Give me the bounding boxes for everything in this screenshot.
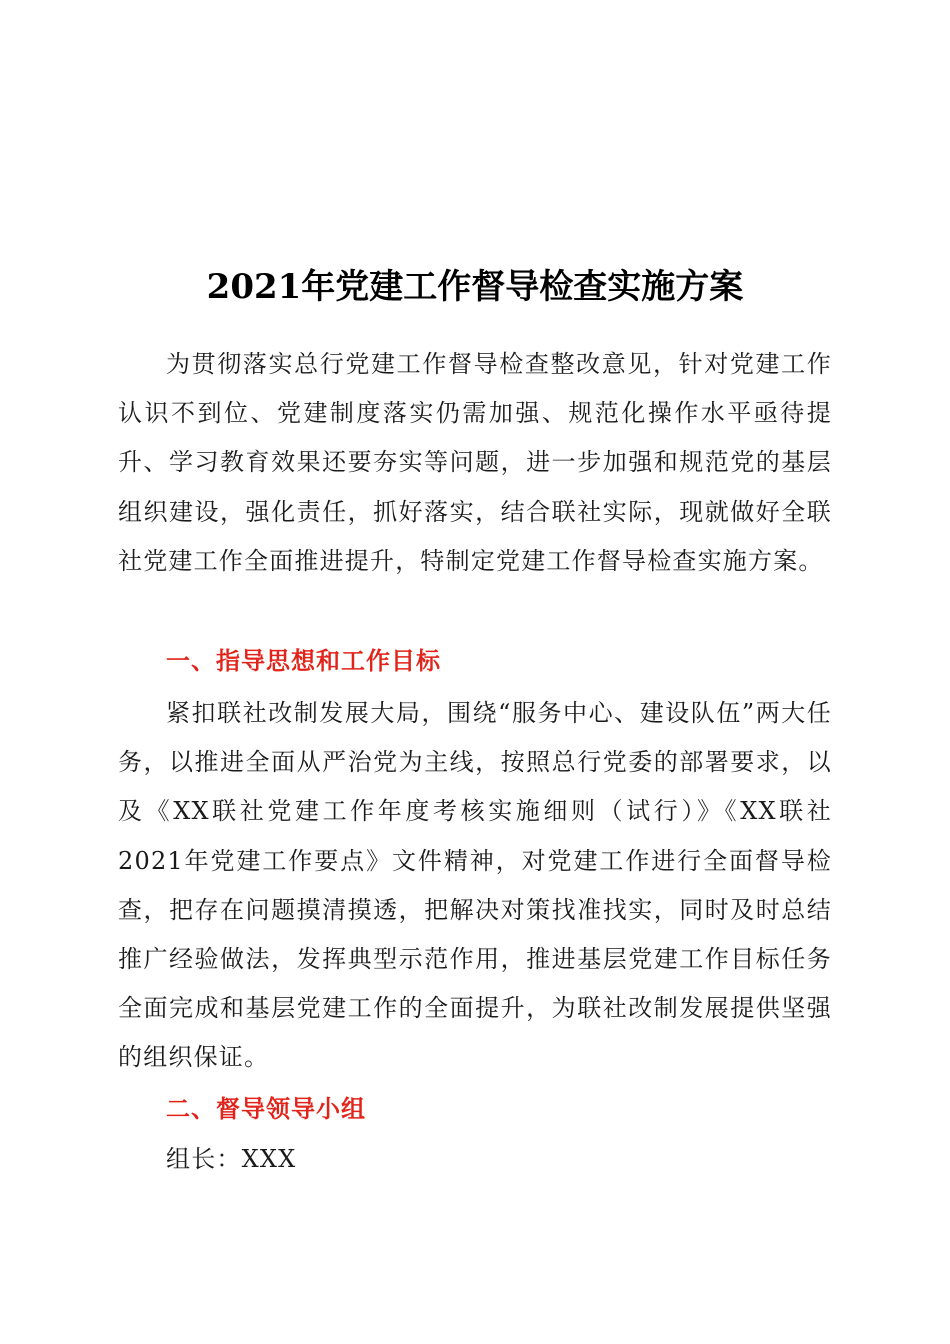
section-body-guiding-ideology: 紧扣联社改制发展大局，围绕“服务中心、建设队伍”两大任务，以推进全面从严治党为主线，按照总行党委的部署要求，以及《XX联社党建工作年度考核实施细则（试行）》《XX联社2021年党建工作要点》文件精神，对党建工作进行全面督导检查，把存在问题摸清摸透，把解决对策找准找实，同时及时总结推广经验做法，发挥典型示范作用，推进基层党建工作目标任务全面完成和基层党建工作的全面提升，为联社改制发展提供坚强的组织保证。 [118,699,832,1072]
section-heading-guiding-ideology: 一、指导思想和工作目标 [166,647,441,675]
document-title: 2021年党建工作督导检查实施方案 [206,267,744,307]
section-heading-leadership-group: 二、督导领导小组 [166,1095,366,1123]
section-body-block-guiding-ideology [118,689,832,1083]
section-body-leadership-group: 组长：XXX [166,1145,297,1173]
intro-paragraph: 为贯彻落实总行党建工作督导检查整改意见，针对党建工作认识不到位、党建制度落实仍需加强、规范化操作水平亟待提升、学习教育效果还要夯实等问题，进一步加强和规范党的基层组织建设，强化责任，抓好落实，结合联社实际，现就做好全联社党建工作全面推进提升，特制定党建工作督导检查实施方案。 [118,350,832,575]
intro-paragraph-block [118,340,832,586]
